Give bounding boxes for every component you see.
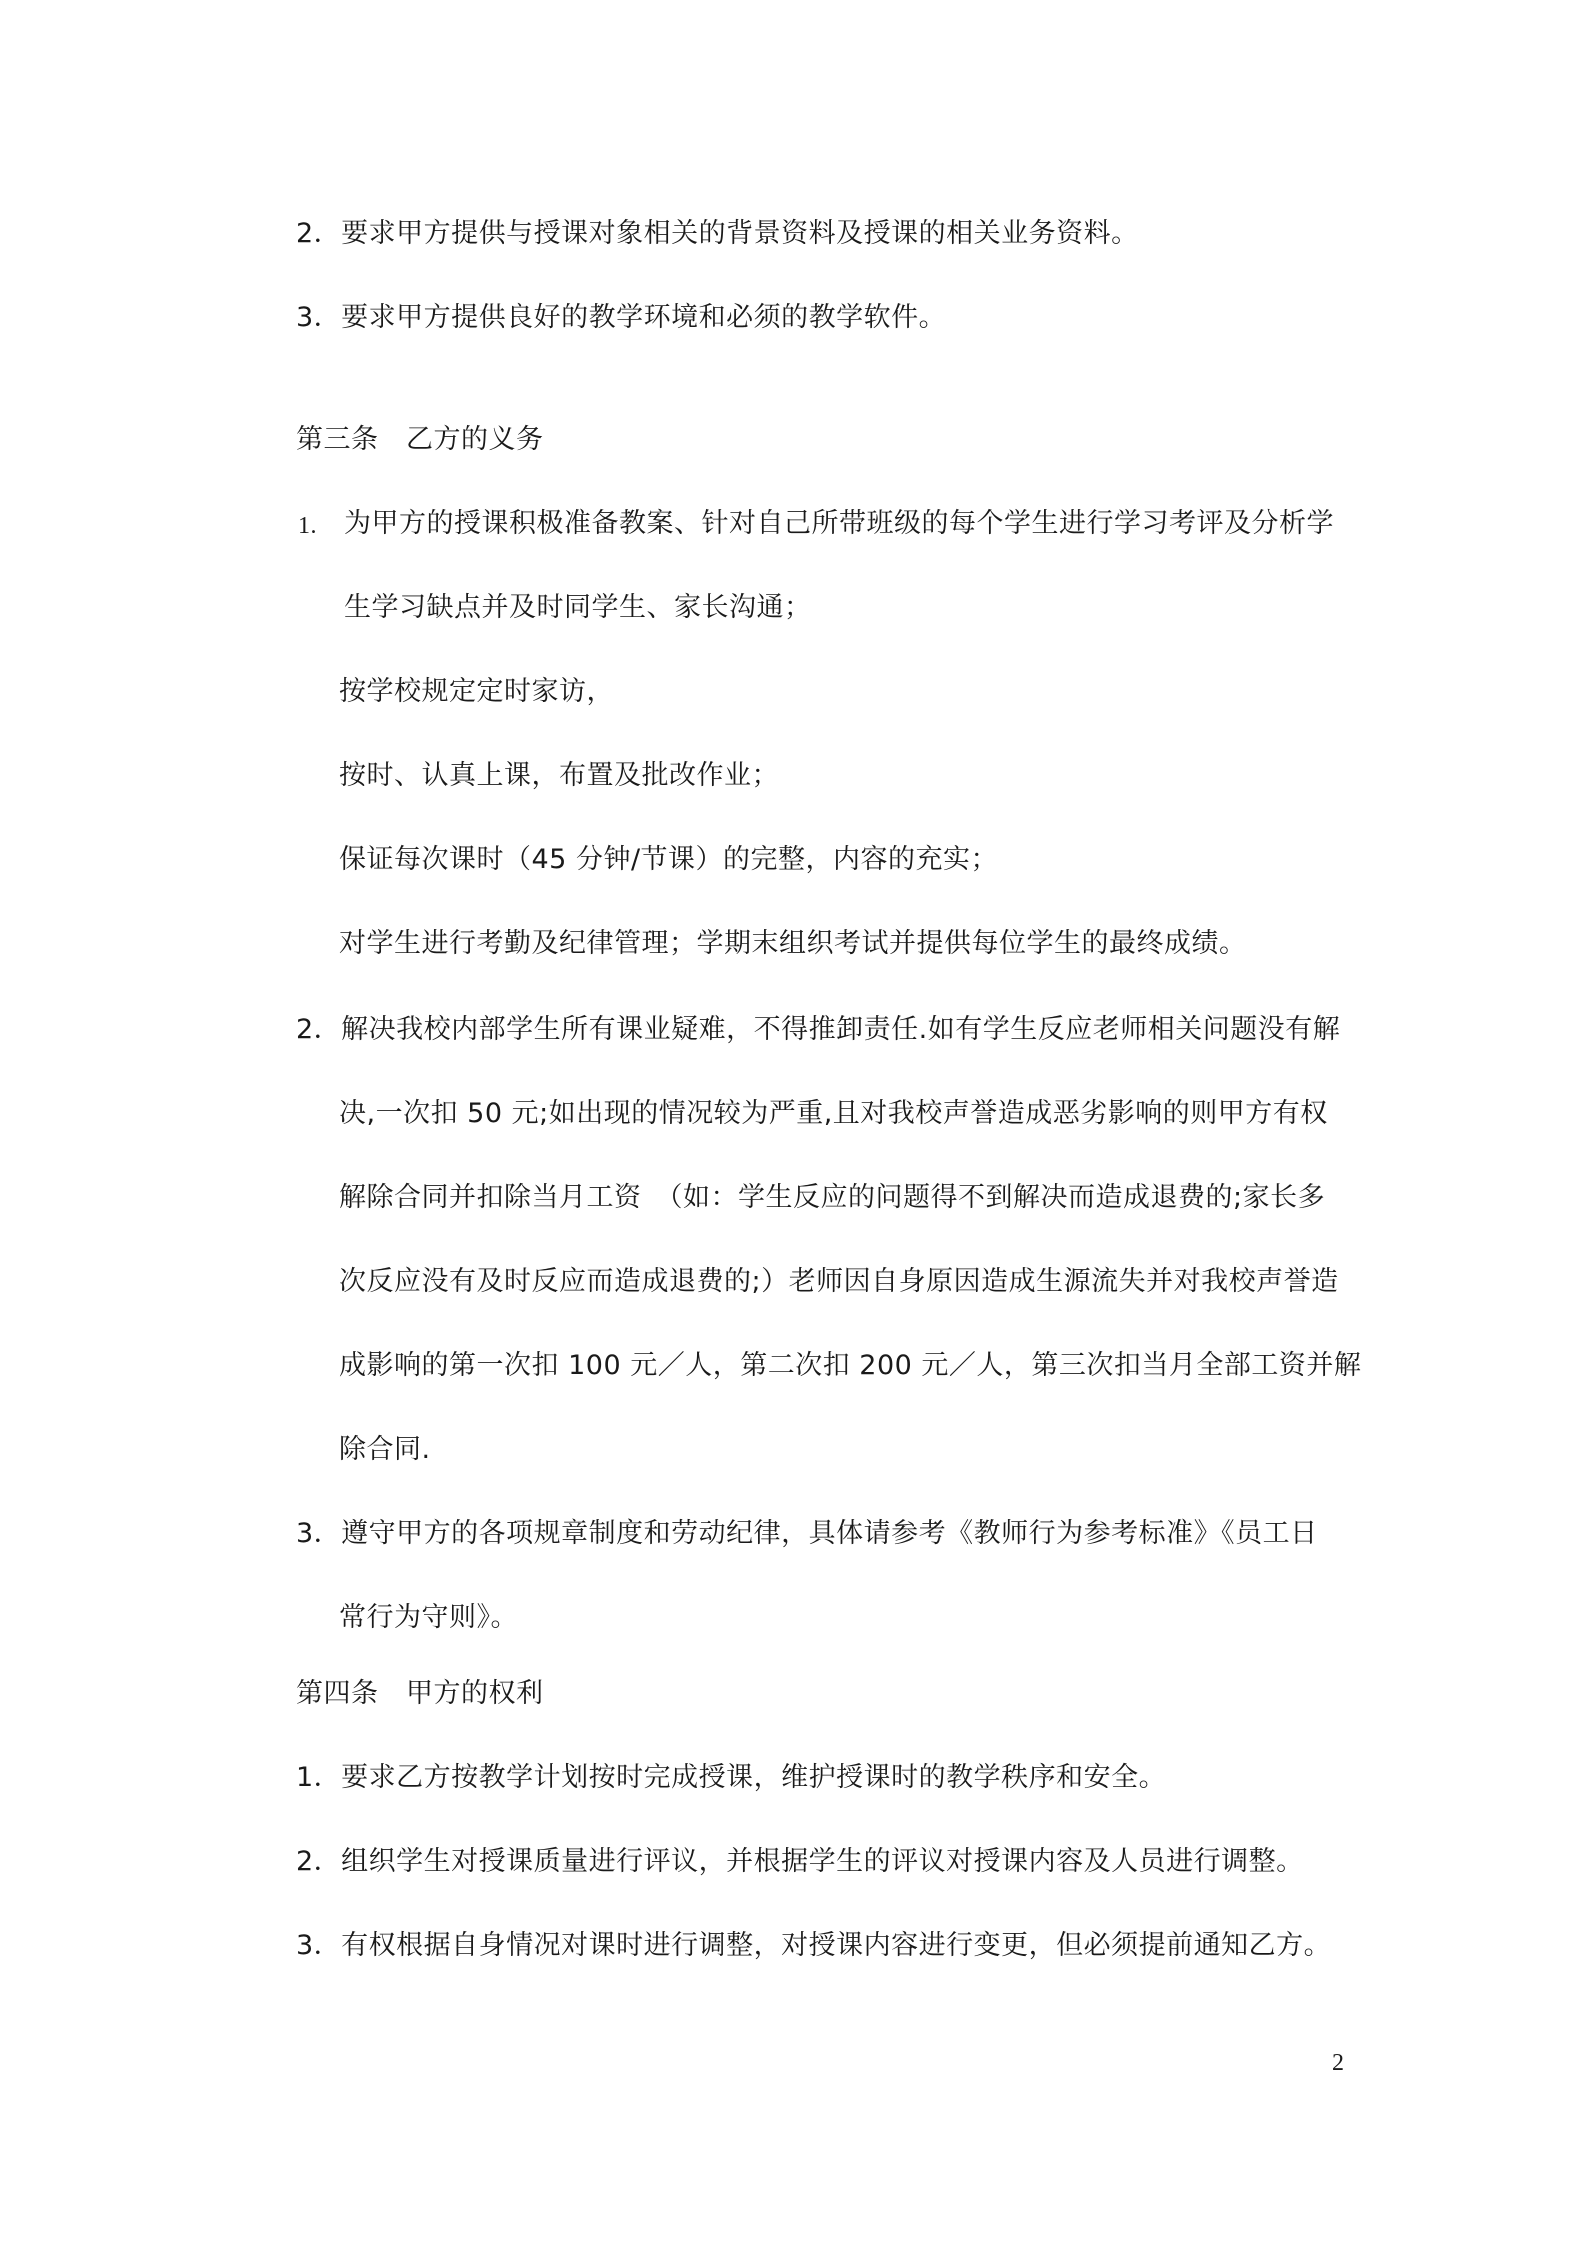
article-3-item-2-line-5: 成影响的第一次扣 100 元／人，第二次扣 200 元／人，第三次扣当月全部工资并解 [339,1350,1362,1381]
article-4-heading: 第四条 甲方的权利 [296,1678,544,1709]
article-3-item-1-line-4: 按时、认真上课，布置及批改作业； [339,760,779,791]
article-3-item-3-line-1: 3．遵守甲方的各项规章制度和劳动纪律，具体请参考《教师行为参考标准》《员工日 [296,1518,1318,1549]
article-3-item-1-line-5: 保证每次课时（45 分钟/节课）的完整，内容的充实； [339,844,999,875]
article-3-item-1-number: 1. [298,513,317,539]
article-3-item-1-line-3: 按学校规定定时家访， [339,676,614,707]
page-number: 2 [1332,2050,1344,2076]
article-3-item-2-line-3: 解除合同并扣除当月工资 （如：学生反应的问题得不到解决而造成退费的;家长多 [339,1182,1326,1213]
article-3-item-2-line-1: 2．解决我校内部学生所有课业疑难，不得推卸责任.如有学生反应老师相关问题没有解 [296,1014,1341,1045]
article-3-item-3-line-2: 常行为守则》。 [339,1602,518,1633]
article-4-item-1: 1．要求乙方按教学计划按时完成授课，维护授课时的教学秩序和安全。 [296,1762,1167,1793]
article-4-item-2: 2．组织学生对授课质量进行评议，并根据学生的评议对授课内容及人员进行调整。 [296,1846,1304,1877]
article-3-item-1-line-2: 生学习缺点并及时同学生、家长沟通； [344,592,812,623]
article-3-item-2-line-4: 次反应没有及时反应而造成退费的;）老师因自身原因造成生源流失并对我校声誉造 [339,1266,1339,1297]
article-3-item-1-line-6: 对学生进行考勤及纪律管理；学期末组织考试并提供每位学生的最终成绩。 [339,928,1247,959]
rights-item-2: 2．要求甲方提供与授课对象相关的背景资料及授课的相关业务资料。 [296,218,1139,249]
article-4-item-3: 3．有权根据自身情况对课时进行调整，对授课内容进行变更，但必须提前通知乙方。 [296,1930,1332,1961]
article-3-heading: 第三条 乙方的义务 [296,424,544,455]
article-3-item-2-line-2: 决,一次扣 50 元;如出现的情况较为严重,且对我校声誉造成恶劣影响的则甲方有权 [339,1098,1328,1129]
rights-item-3: 3．要求甲方提供良好的教学环境和必须的教学软件。 [296,302,947,333]
article-3-item-1-line-1: 为甲方的授课积极准备教案、针对自己所带班级的每个学生进行学习考评及分析学 [344,508,1334,539]
article-3-item-2-line-6: 除合同. [339,1434,431,1465]
